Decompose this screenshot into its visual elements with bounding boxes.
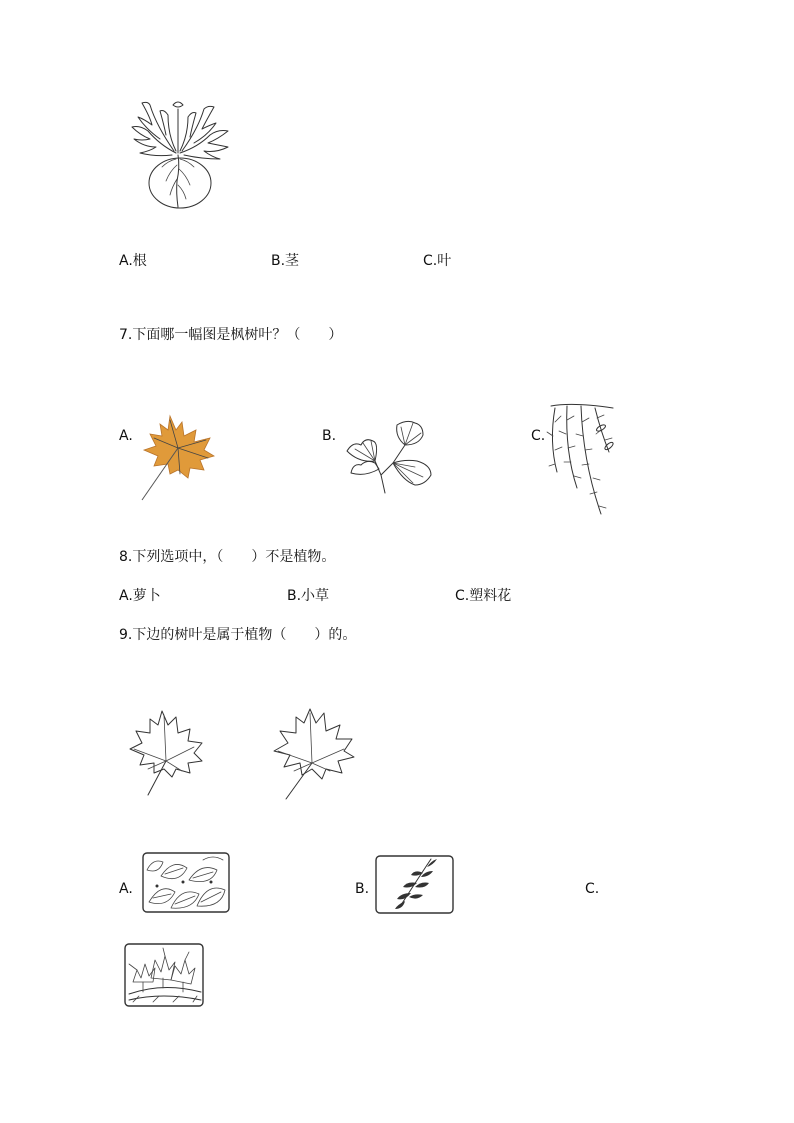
maple-leaf-icon[interactable] bbox=[140, 412, 220, 502]
q8-question: 8.下列选项中，（ ）不是植物。 bbox=[119, 549, 336, 565]
dandelion-root-figure bbox=[120, 95, 235, 210]
leaf-cluster-icon[interactable] bbox=[141, 852, 231, 914]
q9-option-c-letter[interactable]: C. bbox=[585, 881, 600, 897]
willow-twig-icon[interactable] bbox=[375, 855, 455, 915]
q9-question: 9.下边的树叶是属于植物（ ）的。 bbox=[119, 627, 357, 643]
q7-option-c-letter[interactable]: C. bbox=[531, 428, 546, 444]
q7-question: 7.下面哪一幅图是枫树叶？（ ） bbox=[119, 327, 343, 343]
q6-option-c[interactable]: C.叶 bbox=[423, 253, 452, 269]
q8-option-c[interactable]: C.塑料花 bbox=[455, 588, 512, 604]
ginkgo-leaves-icon[interactable] bbox=[335, 415, 435, 495]
q6-option-b[interactable]: B.茎 bbox=[271, 253, 300, 269]
q7-option-a-letter[interactable]: A. bbox=[119, 428, 133, 444]
q6-option-a[interactable]: A.根 bbox=[119, 253, 147, 269]
q9-option-a-letter[interactable]: A. bbox=[119, 881, 133, 897]
q8-option-b[interactable]: B.小草 bbox=[287, 588, 330, 604]
q9-option-b-letter[interactable]: B. bbox=[355, 881, 370, 897]
dandelion-root-circled-icon bbox=[132, 102, 228, 208]
maple-branch-icon[interactable] bbox=[123, 942, 205, 1008]
two-maple-leaves-icon bbox=[118, 705, 368, 805]
q7-option-b-letter[interactable]: B. bbox=[322, 428, 337, 444]
q8-option-a[interactable]: A.萝卜 bbox=[119, 588, 161, 604]
willow-branch-icon[interactable] bbox=[543, 402, 618, 517]
